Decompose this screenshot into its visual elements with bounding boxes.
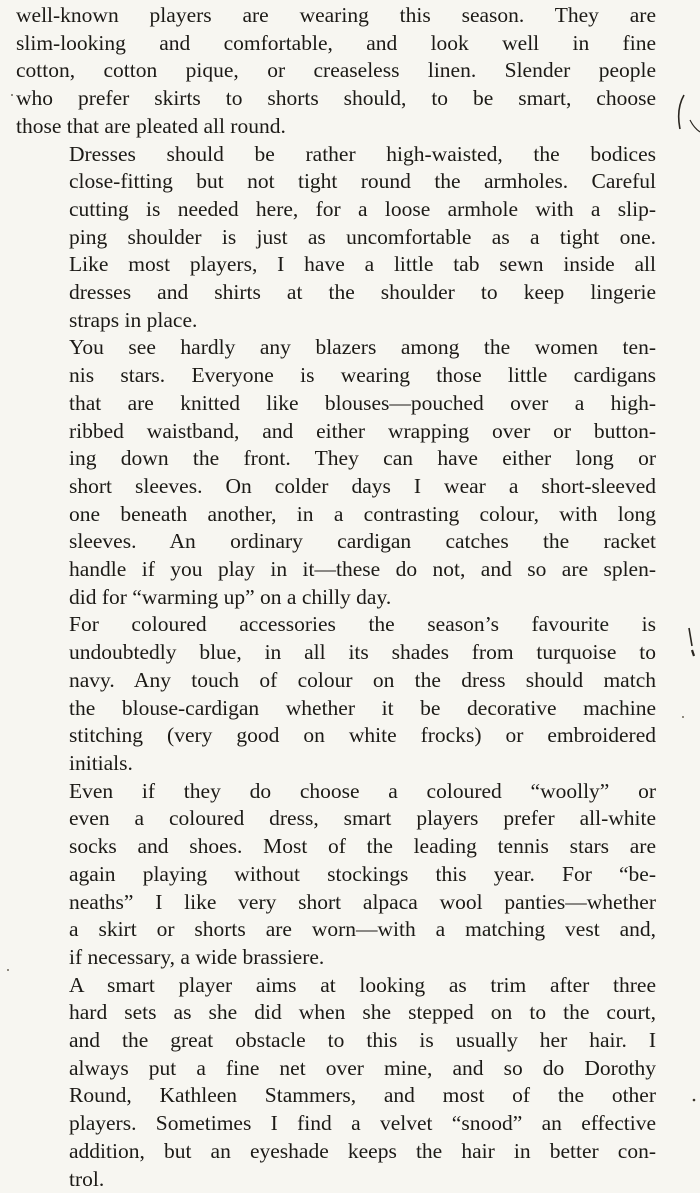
text-line: hard sets as she did when she stepped on to the court, (69, 1000, 656, 1025)
text-line: a skirt or shorts are worn—with a matching vest and, (69, 917, 656, 942)
text-line: short sleeves. On colder days I wear a short-sleeved (69, 473, 656, 498)
margin-mark (689, 628, 692, 646)
paragraph (16, 611, 656, 777)
text-line: dresses and shirts at the shoulder to keep lingerie (69, 280, 656, 305)
text-line: Dresses should be rather high-waisted, the bodices (69, 141, 656, 166)
text-line: who prefer skirts to shorts should, to be smart, choose (16, 86, 656, 111)
text-line: that are knitted like blouses—pouched over a high- (69, 390, 656, 415)
text-line: handle if you play in it—these do not, and so are splen- (69, 557, 656, 582)
text-line: one beneath another, in a contrasting colour, with long (69, 501, 656, 526)
text-line: cutting is needed here, for a loose armhole with a slip- (69, 196, 656, 221)
text-line: initials. (69, 750, 133, 775)
text-line: always put a fine net over mine, and so do Dorothy (69, 1055, 656, 1080)
text-line: again playing without stockings this year. For “be- (69, 861, 656, 886)
text-line: socks and shoes. Most of the leading tennis stars are (69, 834, 656, 859)
article-body (16, 2, 656, 1193)
paragraph (16, 972, 656, 1193)
text-line: Round, Kathleen Stammers, and most of the other (69, 1083, 656, 1108)
paragraph (16, 334, 656, 611)
text-line: even a coloured dress, smart players prefer all-white (69, 806, 656, 831)
text-line: ing down the front. They can have either long or (69, 446, 656, 471)
text-line: navy. Any touch of colour on the dress should match (69, 667, 656, 692)
paragraph (16, 778, 656, 972)
text-line: nis stars. Everyone is wearing those little cardigans (69, 363, 656, 388)
text-line: and the great obstacle to this is usually her hair. I (69, 1028, 656, 1053)
margin-mark (692, 650, 694, 656)
margin-speck (682, 716, 684, 718)
text-line: A smart player aims at looking as trim after three (69, 972, 656, 997)
text-line: undoubtedly blue, in all its shades from turquoise to (69, 640, 656, 665)
text-line: straps in place. (69, 307, 198, 332)
margin-speck (7, 969, 9, 971)
margin-mark (690, 120, 700, 132)
paragraph (16, 2, 656, 141)
text-line: the blouse-cardigan whether it be decorative machine (69, 695, 656, 720)
text-line: sleeves. An ordinary cardigan catches the racket (69, 529, 656, 554)
text-line: did for “warming up” on a chilly day. (69, 584, 392, 609)
text-line: trol. (69, 1166, 105, 1191)
text-line: well-known players are wearing this season. They are (16, 3, 656, 27)
text-line: close-fitting but not tight round the armholes. Careful (69, 169, 656, 194)
margin-speck (11, 94, 13, 96)
text-line: You see hardly any blazers among the women ten- (69, 335, 656, 360)
text-line: neaths” I like very short alpaca wool panties—whether (69, 889, 656, 914)
text-line: ping shoulder is just as uncomfortable as a tight one. (69, 224, 656, 249)
text-line: cotton, cotton pique, or creaseless linen. Slender people (16, 58, 656, 83)
text-line: Even if they do choose a coloured “woolly” or (69, 778, 656, 803)
text-line: slim-looking and comfortable, and look well in fine (16, 30, 656, 55)
text-line: Like most players, I have a little tab sewn inside all (69, 252, 656, 277)
text-line: those that are pleated all round. (16, 113, 286, 138)
text-line: ribbed waistband, and either wrapping over or button- (69, 418, 656, 443)
margin-mark (679, 95, 684, 129)
margin-speck (693, 1099, 696, 1102)
text-line: players. Sometimes I find a velvet “snood” an effective (69, 1111, 656, 1136)
text-line: For coloured accessories the season’s favourite is (69, 612, 656, 637)
text-line: addition, but an eyeshade keeps the hair in better con- (69, 1138, 656, 1163)
text-line: if necessary, a wide brassiere. (69, 944, 325, 969)
paragraph (16, 141, 656, 335)
text-line: stitching (very good on white frocks) or embroidered (69, 723, 656, 748)
